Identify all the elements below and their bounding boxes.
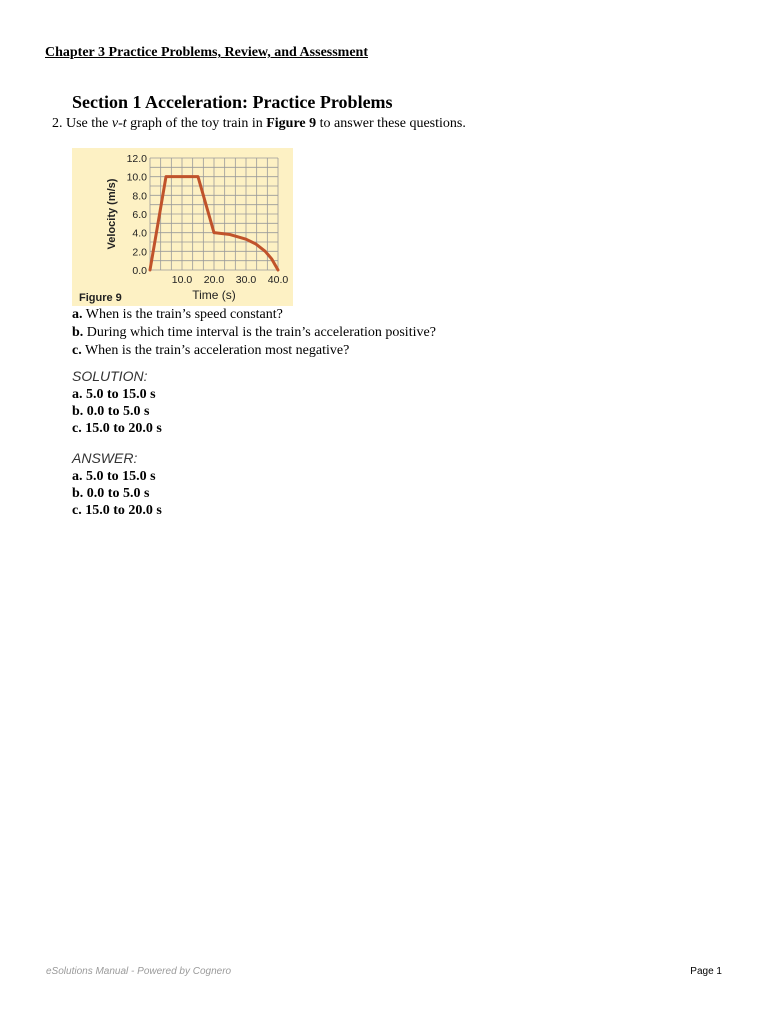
x-axis-label: Time (s) [192,288,236,302]
vt-italic: v-t [111,116,127,131]
subquestion-b-text: During which time interval is the train’s acceleration positive? [83,325,436,340]
solution-line-b: b. 0.0 to 5.0 s [72,404,150,419]
subquestion-a-letter: a. [72,307,83,322]
x-tick-label: 40.0 [267,274,289,286]
subquestion-c-text: When is the train’s acceleration most negative? [81,343,350,358]
question-2 [52,116,466,132]
answer-line-b: b. 0.0 to 5.0 s [72,486,150,501]
section-title: Section 1 Acceleration: Practice Problems [72,92,393,112]
subquestion-a [72,306,283,324]
y-axis-label: Velocity (m/s) [106,178,118,250]
y-tick-label: 0.0 [132,265,147,277]
figure-9 [72,148,293,306]
x-tick-label: 10.0 [171,274,193,286]
y-tick-label: 8.0 [132,190,147,203]
figure-reference: Figure 9 [266,116,317,131]
footer-branding: eSolutions Manual - Powered by Cognero [46,966,232,977]
solution-line-a: a. 5.0 to 15.0 s [72,387,156,402]
question-number: 2. [52,116,63,131]
answer-line-c: c. 15.0 to 20.0 s [72,503,162,518]
y-tick-label: 4.0 [132,227,147,240]
solution-label: SOLUTION: [72,368,148,384]
page-number: Page 1 [690,966,722,977]
y-tick-label: 12.0 [126,153,147,165]
question-text-before: Use the [66,116,112,131]
y-tick-label: 10.0 [126,171,147,184]
chapter-title: Chapter 3 Practice Problems, Review, and Assessment [45,45,368,60]
subquestion-b-letter: b. [72,325,84,340]
x-tick-label: 20.0 [203,274,225,286]
solution-line-c: c. 15.0 to 20.0 s [72,421,162,436]
velocity-time-chart [72,148,293,306]
y-tick-label: 2.0 [132,246,147,259]
subquestion-c [72,342,349,360]
x-tick-labels [172,274,289,286]
answer-line-a: a. 5.0 to 15.0 s [72,469,156,484]
chart-grid [150,158,278,270]
question-text-after: to answer these questions. [316,116,466,131]
x-tick-label: 30.0 [235,274,257,286]
subquestion-a-text: When is the train’s speed constant? [82,307,283,322]
subquestion-c-letter: c. [72,343,82,358]
y-tick-label: 6.0 [132,209,147,221]
subquestion-b [72,324,436,342]
question-text-middle: graph of the toy train in [126,116,267,131]
y-tick-labels [127,153,148,277]
answer-label: ANSWER: [72,450,138,466]
figure-caption: Figure 9 [79,292,122,304]
